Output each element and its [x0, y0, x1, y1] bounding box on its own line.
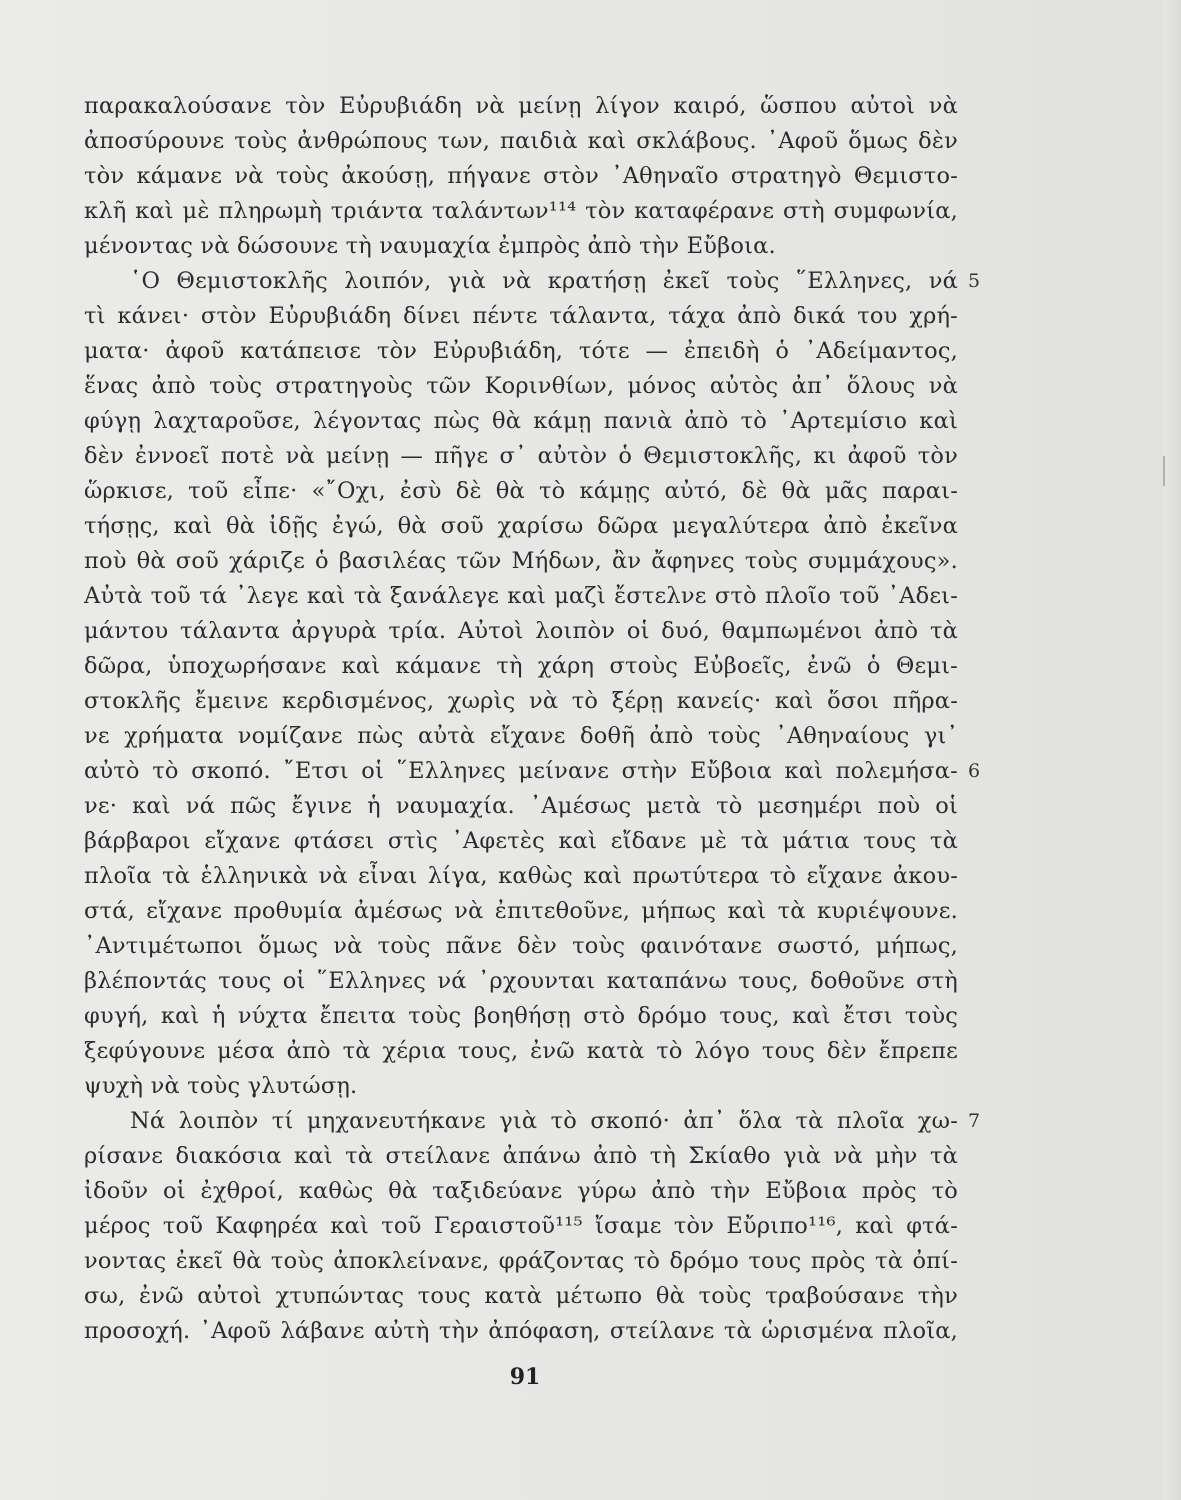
text-line: μέρος τοῦ Καφηρέα καὶ τοῦ Γεραιστοῦ¹¹⁵ ἴσαμε τὸν Εὔριπο¹¹⁶, καὶ φτά-: [84, 1213, 958, 1239]
text-line: φυγή, καὶ ἡ νύχτα ἔπειτα τοὺς βοηθήσῃ στὸ δρόμο τους, καὶ ἔτσι τοὺς: [84, 1003, 958, 1029]
text-line: νε· καὶ νά πῶς ἔγινε ἡ ναυμαχία. ᾿Αμέσως μετὰ τὸ μεσημέρι ποὺ οἱ: [84, 793, 958, 819]
text-line: ποὺ θὰ σοῦ χάριζε ὁ βασιλέας τῶν Μήδων, ἂν ἄφηνες τοὺς συμμάχους».: [84, 548, 958, 574]
text-line: φύγῃ λαχταροῦσε, λέγοντας πὼς θὰ κάμῃ πανιὰ ἀπὸ τὸ ᾿Αρτεμίσιο καὶ: [84, 408, 958, 434]
text-line: Νά λοιπὸν τί μηχανευτήκανε γιὰ τὸ σκοπό· ἀπ᾿ ὅλα τὰ πλοῖα χω-: [130, 1108, 958, 1134]
text-line: βλέποντάς τους οἱ ῞Ελληνες νά ᾿ρχουνται καταπάνω τους, δοθοῦνε στὴ: [84, 968, 958, 994]
text-line: ματα· ἀφοῦ κατάπεισε τὸν Εὐρυβιάδη, τότε — ἐπειδὴ ὁ ᾿Αδείμαντος,: [84, 338, 958, 364]
text-line: ῾Ο Θεμιστοκλῆς λοιπόν, γιὰ νὰ κρατήσῃ ἐκεῖ τοὺς ῞Ελληνες, νά: [130, 268, 958, 294]
text-line: στοκλῆς ἔμεινε κερδισμένος, χωρὶς νὰ τὸ ξέρῃ κανείς· καὶ ὅσοι πῆρα-: [84, 688, 958, 714]
text-line: τήσῃς, καὶ θὰ ἰδῇς ἐγώ, θὰ σοῦ χαρίσω δῶρα μεγαλύτερα ἀπὸ ἐκεῖνα: [84, 513, 958, 539]
margin-paragraph-number: 5: [968, 270, 981, 292]
text-line: στά, εἴχανε προθυμία ἀμέσως νὰ ἐπιτεθοῦνε, μήπως καὶ τὰ κυριέψουνε.: [84, 898, 958, 924]
text-line: πλοῖα τὰ ἑλληνικὰ νὰ εἶναι λίγα, καθὼς καὶ πρωτύτερα τὸ εἴχανε ἀκου-: [84, 863, 958, 889]
text-line: ἰδοῦν οἱ ἐχθροί, καθὼς θὰ ταξιδεύανε γύρω ἀπὸ τὴν Εὔβοια πρὸς τὸ: [84, 1178, 958, 1204]
margin-paragraph-number: 6: [968, 760, 981, 782]
text-line: μένοντας νὰ δώσουνε τὴ ναυμαχία ἐμπρὸς ἀπὸ τὴν Εὔβοια.: [84, 233, 776, 259]
text-line: ρίσανε διακόσια καὶ τὰ στείλανε ἀπάνω ἀπὸ τὴ Σκίαθο γιὰ νὰ μὴν τὰ: [84, 1143, 958, 1169]
text-line: βάρβαροι εἴχανε φτάσει στὶς ᾿Αφετὲς καὶ εἴδανε μὲ τὰ μάτια τους τὰ: [84, 828, 958, 854]
text-line: ξεφύγουνε μέσα ἀπὸ τὰ χέρια τους, ἐνῶ κατὰ τὸ λόγο τους δὲν ἔπρεπε: [84, 1038, 958, 1064]
text-line: σω, ἐνῶ αὐτοὶ χτυπώντας τους κατὰ μέτωπο θὰ τοὺς τραβούσανε τὴν: [84, 1283, 958, 1309]
text-line: ψυχὴ νὰ τοὺς γλυτώσῃ.: [84, 1073, 358, 1099]
text-line: ὥρκισε, τοῦ εἶπε· «῎Οχι, ἐσὺ δὲ θὰ τὸ κάμῃς αὐτό, δὲ θὰ μᾶς παραι-: [84, 478, 958, 504]
pencil-mark: [1163, 456, 1165, 486]
text-line: παρακαλούσανε τὸν Εὐρυβιάδη νὰ μείνῃ λίγον καιρό, ὥσπου αὐτοὶ νὰ: [84, 93, 958, 119]
text-line: νε χρήματα νομίζανε πὼς αὐτὰ εἴχανε δοθῆ ἀπὸ τοὺς ᾿Αθηναίους γι᾿: [84, 723, 958, 749]
text-line: νοντας ἐκεῖ θὰ τοὺς ἀποκλείνανε, φράζοντας τὸ δρόμο τους πρὸς τὰ ὀπί-: [84, 1248, 958, 1274]
text-line: κλῆ καὶ μὲ πληρωμὴ τριάντα ταλάντων¹¹⁴ τὸν καταφέρανε στὴ συμφωνία,: [84, 198, 958, 224]
margin-paragraph-number: 7: [968, 1110, 981, 1132]
text-line: ᾿Αντιμέτωποι ὅμως νὰ τοὺς πᾶνε δὲν τοὺς φαινότανε σωστό, μήπως,: [84, 933, 958, 959]
text-line: τὶ κάνει· στὸν Εὐρυβιάδη δίνει πέντε τάλαντα, τάχα ἀπὸ δικά του χρή-: [84, 303, 958, 329]
text-line: ἀποσύρουνε τοὺς ἀνθρώπους των, παιδιὰ καὶ σκλάβους. ᾿Αφοῦ ὅμως δὲν: [84, 128, 958, 154]
text-line: δὲν ἐννοεῖ ποτὲ νὰ μείνῃ — πῆγε σ᾿ αὐτὸν ὁ Θεμιστοκλῆς, κι ἀφοῦ τὸν: [84, 443, 958, 469]
text-line: αὐτὸ τὸ σκοπό. ῎Ετσι οἱ ῞Ελληνες μείνανε στὴν Εὔβοια καὶ πολεμήσα-: [84, 758, 958, 784]
text-line: μάντου τάλαντα ἀργυρὰ τρία. Αὐτοὶ λοιπὸν οἱ δυό, θαμπωμένοι ἀπὸ τὰ: [84, 618, 958, 644]
text-line: προσοχή. ᾿Αφοῦ λάβανε αὐτὴ τὴν ἀπόφαση, στείλανε τὰ ὡρισμένα πλοῖα,: [84, 1318, 958, 1344]
text-line: δῶρα, ὑποχωρήσανε καὶ κάμανε τὴ χάρη στοὺς Εὐβοεῖς, ἐνῶ ὁ Θεμι-: [84, 653, 958, 679]
text-line: Αὐτὰ τοῦ τά ᾿λεγε καὶ τὰ ξανάλεγε καὶ μαζὶ ἔστελνε στὸ πλοῖο τοῦ ᾿Αδει-: [84, 583, 958, 609]
text-line: ἕνας ἀπὸ τοὺς στρατηγοὺς τῶν Κορινθίων, μόνος αὐτὸς ἀπ᾿ ὅλους νὰ: [84, 373, 958, 399]
page-edge-shadow: [1163, 0, 1181, 1500]
text-line: τὸν κάμανε νὰ τοὺς ἀκούσῃ, πήγανε στὸν ᾿Αθηναῖο στρατηγὸ Θεμιστο-: [84, 163, 958, 189]
page-number: 91: [509, 1364, 541, 1390]
